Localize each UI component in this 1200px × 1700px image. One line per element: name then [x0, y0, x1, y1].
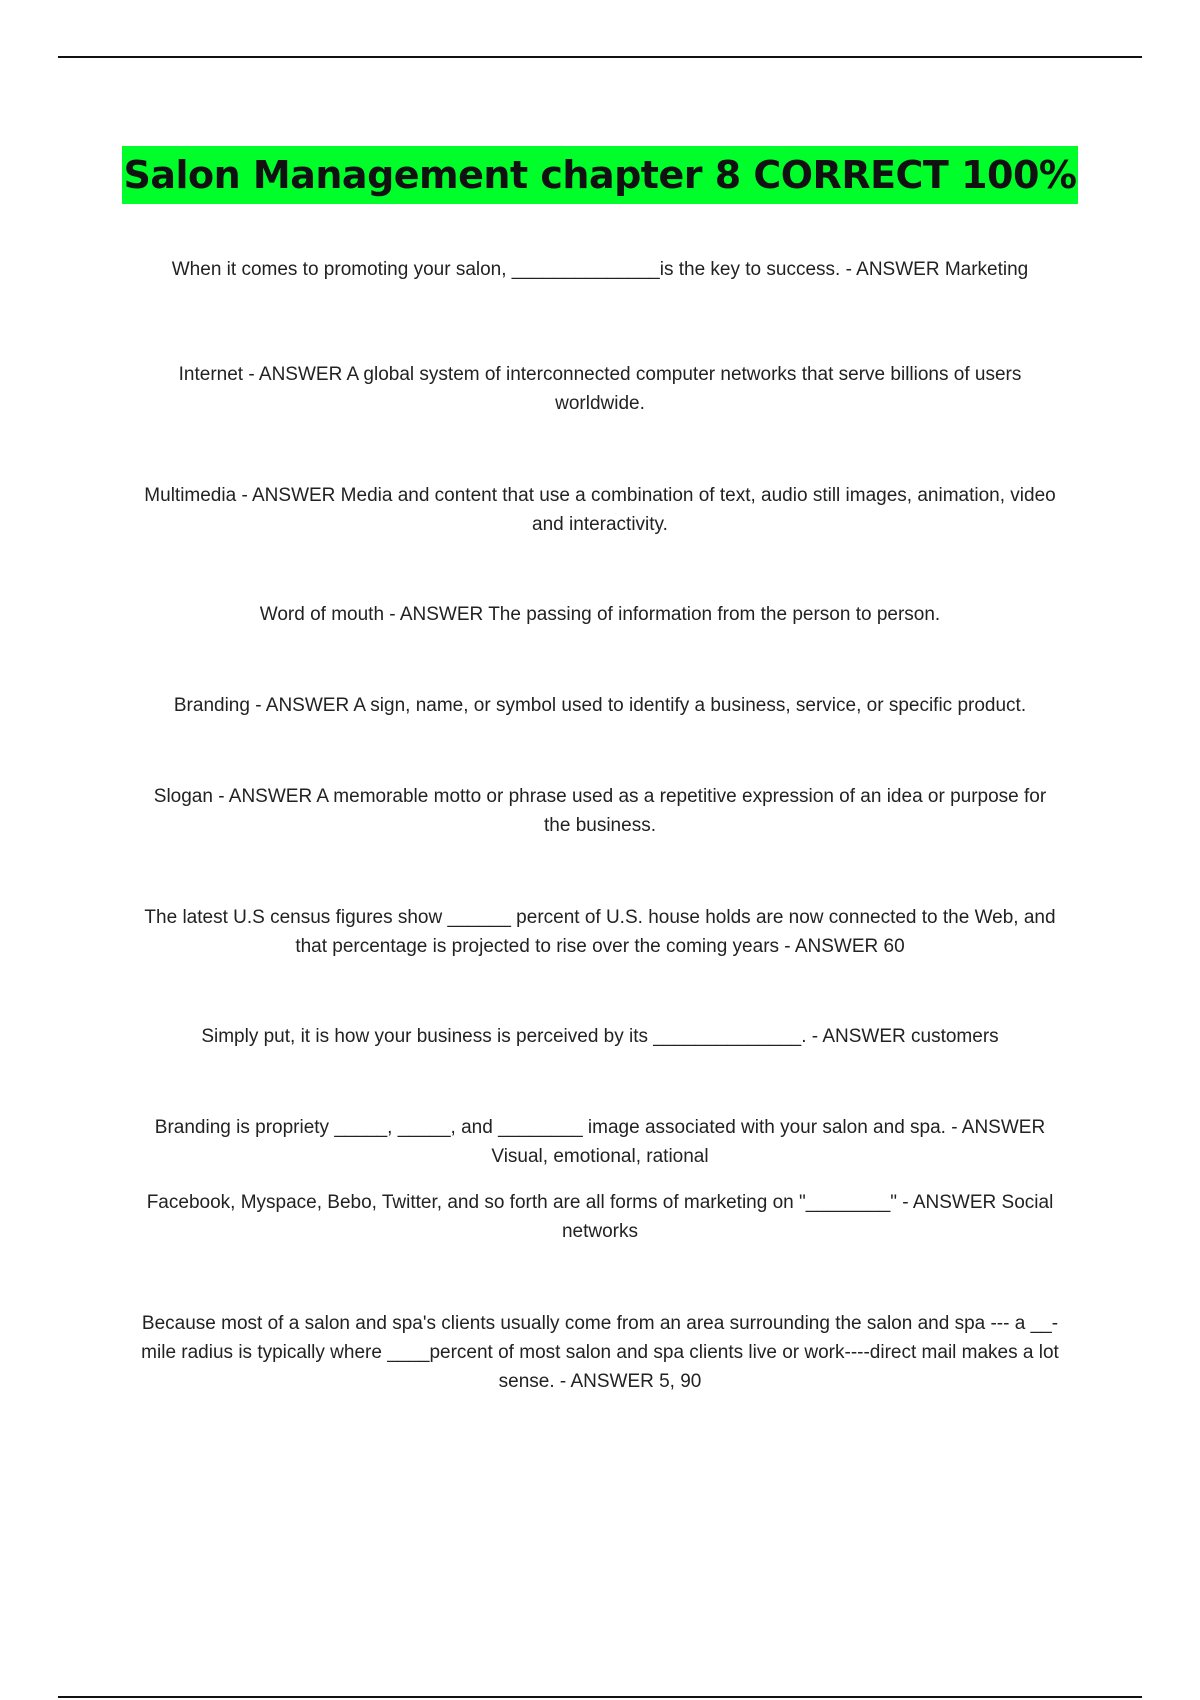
- qa-item: Facebook, Myspace, Bebo, Twitter, and so forth are all forms of marketing on "________" - ANSWER Social networks: [146, 1192, 1054, 1242]
- qa-item: Simply put, it is how your business is perceived by its ______________. - ANSWER customers: [201, 1026, 999, 1047]
- qa-item: The latest U.S census figures show ______ percent of U.S. house holds are now connected to the Web, and that percentage is projected to rise over the coming years - ANSWER 60: [144, 907, 1056, 957]
- qa-item: Word of mouth - ANSWER The passing of information from the person to person.: [259, 604, 941, 625]
- qa-item: Slogan - ANSWER A memorable motto or phrase used as a repetitive expression of an idea or purpose for the business.: [153, 786, 1047, 836]
- qa-item: Branding - ANSWER A sign, name, or symbol used to identify a business, service, or specific product.: [173, 695, 1027, 716]
- document-title: Salon Management chapter 8 CORRECT 100%: [122, 146, 1079, 204]
- qa-item: Multimedia - ANSWER Media and content that use a combination of text, audio still images, animation, video and interactivity.: [144, 485, 1056, 535]
- qa-item: When it comes to promoting your salon, ______________is the key to success. - ANSWER Marketing: [171, 259, 1029, 280]
- qa-item: Branding is propriety _____, _____, and ________ image associated with your salon and spa. - ANSWER Visual, emotional, rational: [154, 1117, 1046, 1167]
- qa-item: Because most of a salon and spa's clients usually come from an area surrounding the salon and spa --- a __-mile radius is typically where ____percent of most salon and spa clients live or work----direct mail makes a lot sense. - ANSWER 5, 90: [141, 1313, 1059, 1392]
- top-divider: [58, 56, 1142, 58]
- qa-item: Internet - ANSWER A global system of interconnected computer networks that serve billions of users worldwide.: [178, 364, 1022, 414]
- title-container: [0, 146, 1200, 204]
- bottom-divider: [58, 1696, 1142, 1698]
